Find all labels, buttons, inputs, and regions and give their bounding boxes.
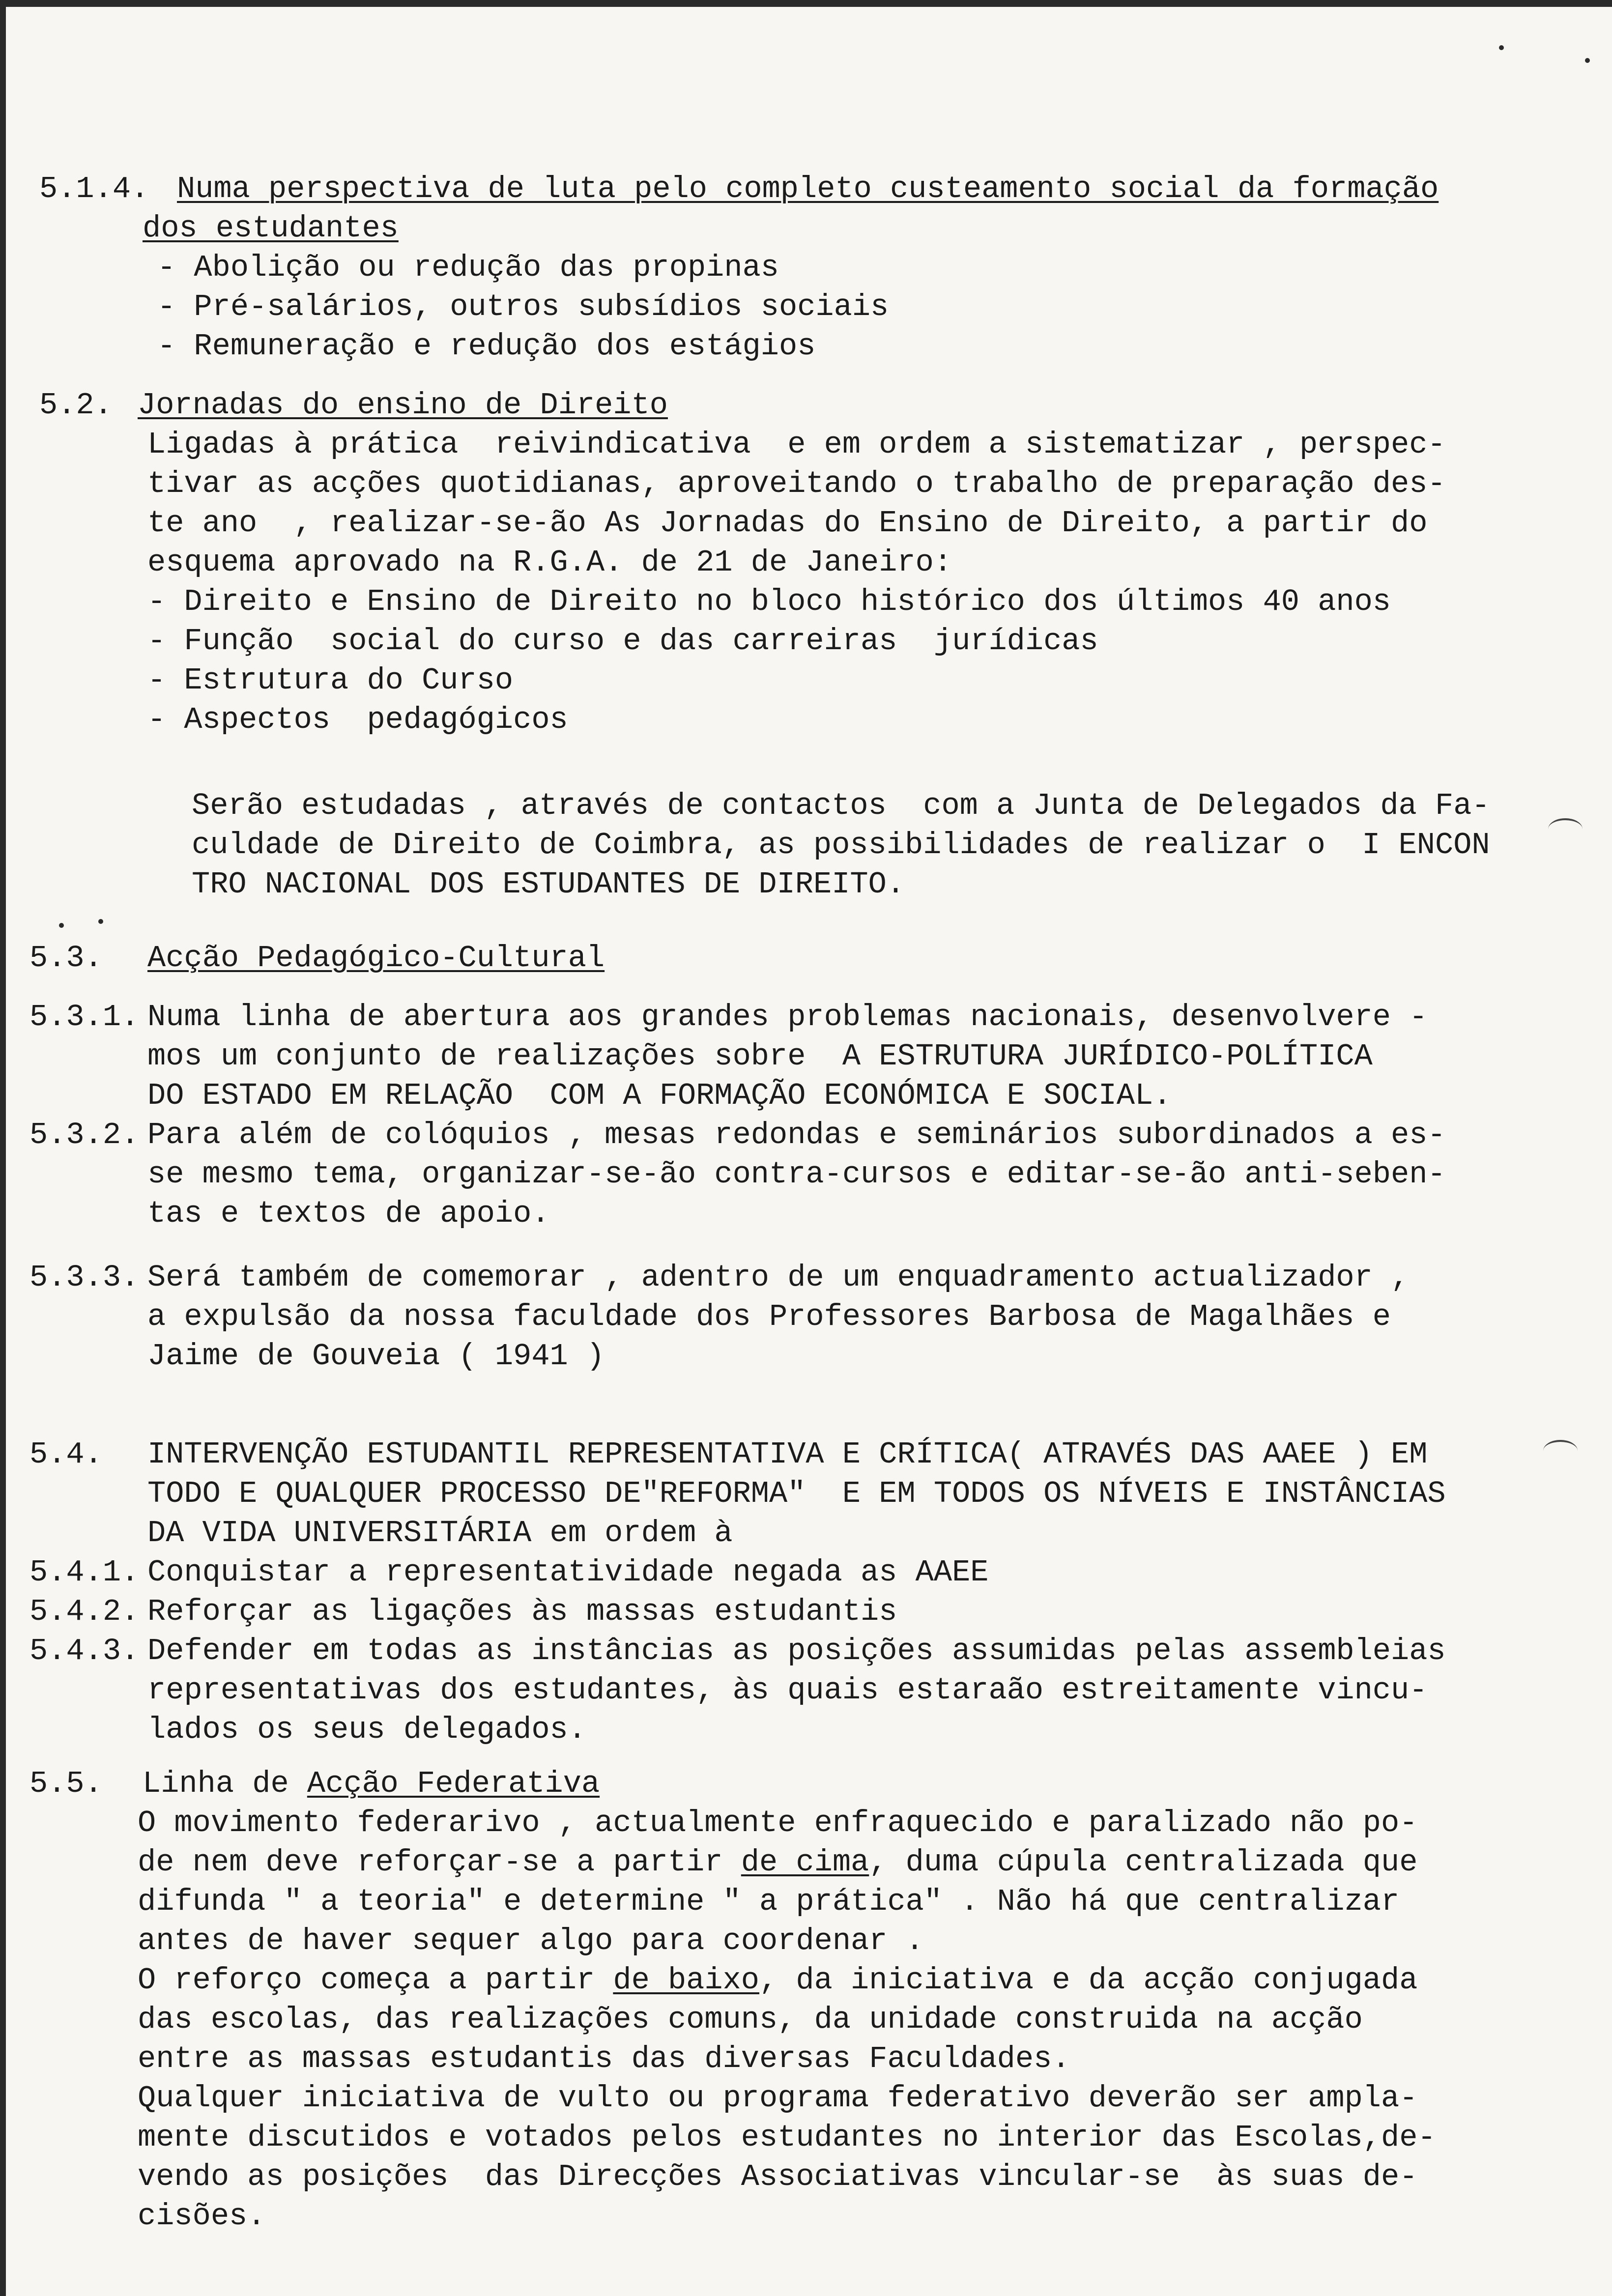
margin-bracket-mark — [1548, 818, 1583, 840]
subsection-number: 5.4.2. — [29, 1594, 140, 1629]
paragraph-line: Qualquer iniciativa de vulto ou programa federativo deverão ser ampla- — [138, 2081, 1418, 2116]
section-number: 5.4. — [29, 1437, 103, 1472]
section-title-line-1: Numa perspectiva de luta pelo completo custeamento social da formação — [177, 172, 1439, 206]
paragraph-line: antes de haver sequer algo para coordenar . — [138, 1923, 924, 1958]
list-item: - Pré-salários, outros subsídios sociais — [157, 289, 889, 324]
paragraph-line: mente discutidos e votados pelos estudantes no interior das Escolas,de- — [138, 2120, 1436, 2155]
text-run: , duma cúpula centralizada que — [869, 1845, 1418, 1880]
subsection-number: 5.3.3. — [29, 1260, 140, 1295]
section-number: 5.3. — [29, 941, 103, 976]
paragraph-line: a expulsão da nossa faculdade dos Professores Barbosa de Magalhães e — [147, 1299, 1391, 1334]
section-title-line-2: dos estudantes — [143, 211, 399, 246]
subsection-number: 5.3.1. — [29, 1000, 140, 1034]
list-item: - Estrutura do Curso — [147, 663, 514, 698]
subsection-number: 5.4.1. — [29, 1555, 140, 1590]
paragraph-line: tivar as acções quotidianas, aproveitando o trabalho de preparação des- — [147, 466, 1446, 501]
paragraph-line: te ano , realizar-se-ão As Jornadas do Ensino de Direito, a partir do — [147, 506, 1428, 541]
paragraph-line: mos um conjunto de realizações sobre A ESTRUTURA JURÍDICO-POLÍTICA — [147, 1039, 1373, 1074]
paragraph-line: entre as massas estudantis das diversas Faculdades. — [138, 2041, 1070, 2076]
paragraph-line: Para além de colóquios , mesas redondas e seminários subordinados a es- — [147, 1118, 1446, 1152]
ink-speck — [59, 923, 64, 928]
paragraph-line: lados os seus delegados. — [147, 1712, 586, 1747]
paragraph-line: TRO NACIONAL DOS ESTUDANTES DE DIREITO. — [192, 867, 905, 902]
paragraph-line: Numa linha de abertura aos grandes problemas nacionais, desenvolvere - — [147, 1000, 1428, 1034]
paragraph-line — [138, 1843, 1417, 1882]
paragraph-line: Serão estudadas , através de contactos com a Junta de Delegados da Fa- — [192, 788, 1490, 823]
section-number: 5.5. — [29, 1766, 103, 1801]
paragraph-line: esquema aprovado na R.G.A. de 21 de Janeiro: — [147, 545, 952, 580]
section-number: 5.2. — [39, 388, 113, 423]
section-title: Jornadas do ensino de Direito — [138, 388, 668, 423]
paragraph-line: das escolas, das realizações comuns, da unidade construida na acção — [138, 2002, 1363, 2037]
paragraph-line: Conquistar a representatividade negada as AAEE — [147, 1555, 989, 1590]
text-run: de nem deve reforçar-se a partir — [138, 1845, 741, 1880]
section-number: 5.1.4. — [39, 172, 149, 206]
paragraph-line: vendo as posições das Direcções Associativas vincular-se às suas de- — [138, 2159, 1418, 2194]
page-left-border — [0, 0, 6, 2296]
paragraph-line: se mesmo tema, organizar-se-ão contra-cursos e editar-se-ão anti-seben- — [147, 1157, 1446, 1192]
paragraph-line: Será também de comemorar , adentro de um enquadramento actualizador , — [147, 1260, 1410, 1295]
section-title-underlined: Acção Federativa — [307, 1766, 600, 1801]
paragraph-line: representativas dos estudantes, às quais estaraão estreitamente vincu- — [147, 1673, 1428, 1708]
section-title — [143, 1764, 600, 1804]
paragraph-line: Ligadas à prática reivindicativa e em ordem a sistematizar , perspec- — [147, 427, 1446, 462]
paragraph-line: Defender em todas as instâncias as posições assumidas pelas assembleias — [147, 1634, 1446, 1668]
page-top-border — [0, 0, 1612, 7]
paragraph-line: culdade de Direito de Coimbra, as possibilidades de realizar o I ENCON — [192, 828, 1490, 862]
list-item: - Aspectos pedagógicos — [147, 702, 568, 737]
section-title-prefix: Linha de — [143, 1766, 307, 1801]
list-item: - Direito e Ensino de Direito no bloco histórico dos últimos 40 anos — [147, 584, 1391, 619]
subsection-number: 5.4.3. — [29, 1634, 140, 1668]
list-item: - Função social do curso e das carreiras jurídicas — [147, 624, 1098, 659]
section-title: Acção Pedagógico-Cultural — [147, 941, 605, 976]
margin-bracket-mark — [1543, 1440, 1578, 1462]
list-item: - Abolição ou redução das propinas — [157, 250, 779, 285]
list-item: - Remuneração e redução dos estágios — [157, 329, 816, 364]
paragraph-line: DO ESTADO EM RELAÇÃO COM A FORMAÇÃO ECONÓMICA E SOCIAL. — [147, 1078, 1172, 1113]
text-run: O reforço começa a partir — [138, 1963, 613, 1998]
paragraph-line: O movimento federarivo , actualmente enfraquecido e paralizado não po- — [138, 1806, 1418, 1840]
section-title-line: INTERVENÇÃO ESTUDANTIL REPRESENTATIVA E CRÍTICA( ATRAVÉS DAS AAEE ) EM — [147, 1437, 1428, 1472]
section-title-line: TODO E QUALQUER PROCESSO DE"REFORMA" E EM TODOS OS NÍVEIS E INSTÂNCIAS — [147, 1476, 1446, 1511]
ink-speck — [98, 919, 103, 924]
paragraph-line: cisões. — [138, 2199, 266, 2234]
text-run-underlined: de baixo — [613, 1963, 760, 1998]
ink-speck — [1499, 45, 1504, 50]
paragraph-line: difunda " a teoria" e determine " a prática" . Não há que centralizar — [138, 1884, 1400, 1919]
paragraph-line — [138, 1961, 1417, 2000]
ink-speck — [1585, 58, 1590, 63]
subsection-number: 5.3.2. — [29, 1118, 140, 1152]
text-run: , da iniciativa e da acção conjugada — [759, 1963, 1418, 1998]
section-title-line: DA VIDA UNIVERSITÁRIA em ordem à — [147, 1516, 733, 1550]
paragraph-line: Reforçar as ligações às massas estudantis — [147, 1594, 897, 1629]
text-run-underlined: de cima — [741, 1845, 869, 1880]
paragraph-line: tas e textos de apoio. — [147, 1196, 550, 1231]
paragraph-line: Jaime de Gouveia ( 1941 ) — [147, 1339, 605, 1374]
